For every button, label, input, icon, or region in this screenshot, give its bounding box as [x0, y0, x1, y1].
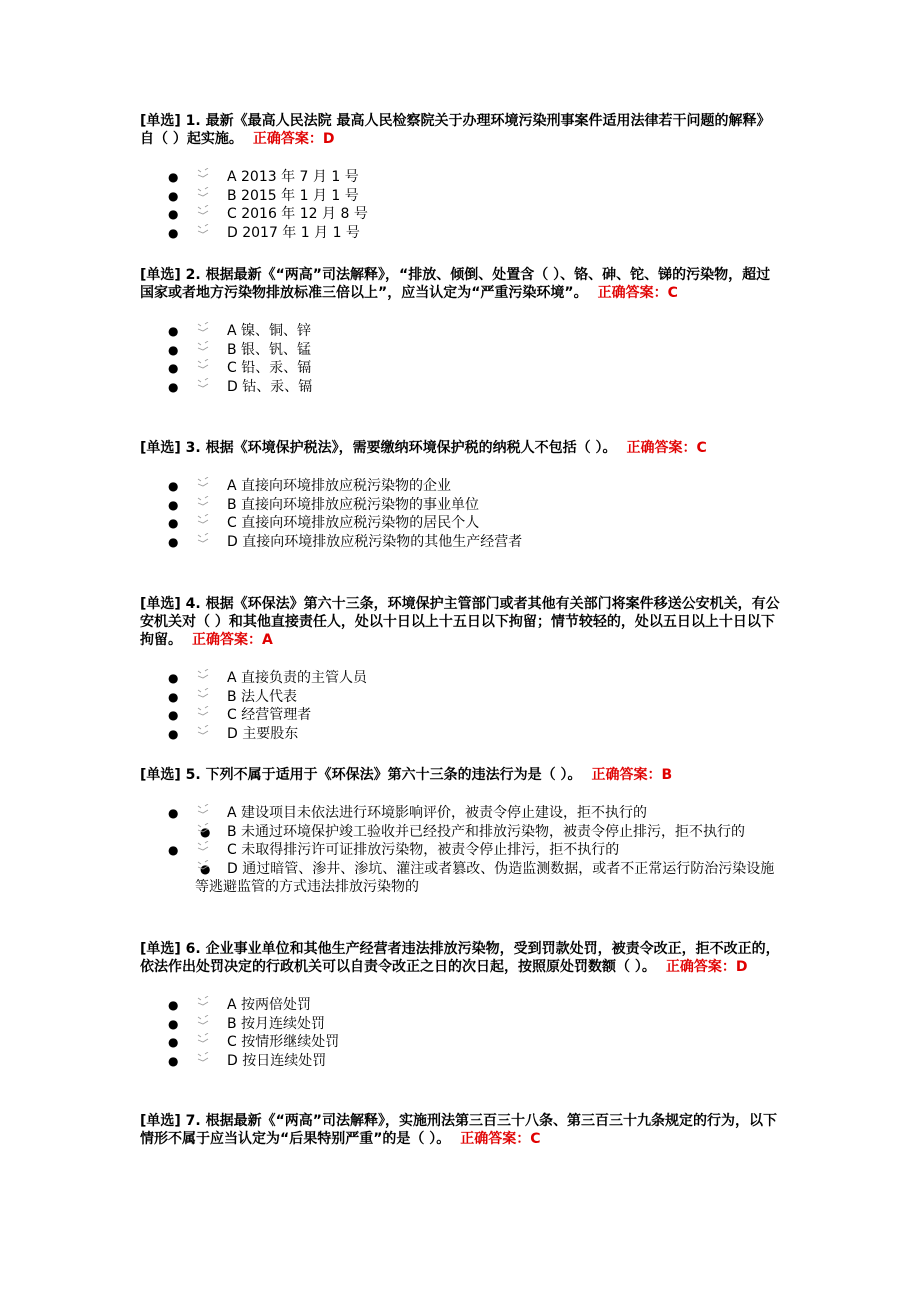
question-number: 6.	[185, 941, 201, 957]
option-label: D 直接向环境排放应税污染物的其他生产经营者	[227, 533, 523, 550]
radio-icon[interactable]	[196, 725, 210, 737]
option-d[interactable]	[140, 378, 780, 397]
option-list	[140, 322, 780, 396]
correct-answer: 正确答案：A	[192, 632, 273, 648]
option-b[interactable]	[140, 341, 780, 360]
radio-icon[interactable]	[196, 706, 210, 718]
option-label: D 钴、汞、镉	[227, 378, 313, 395]
question-text	[140, 766, 780, 784]
bullet-icon: ●	[168, 225, 179, 240]
question-type: [单选]	[140, 1113, 181, 1129]
radio-icon[interactable]	[196, 804, 210, 816]
option-label: B 法人代表	[227, 688, 298, 705]
radio-icon[interactable]	[196, 533, 210, 545]
option-c[interactable]	[140, 514, 780, 533]
question-type: [单选]	[140, 267, 181, 283]
option-label: B 直接向环境排放应税污染物的事业单位	[227, 496, 480, 513]
bullet-icon: ●	[168, 188, 179, 203]
option-d[interactable]	[140, 1052, 780, 1071]
correct-answer: 正确答案：C	[626, 440, 707, 456]
bullet-icon: ●	[200, 824, 211, 839]
question-text	[140, 595, 780, 649]
question-stem: 最新《最高人民法院 最高人民检察院关于办理环境污染刑事案件适用法律若干问题的解释》自（ ）起实施。	[140, 113, 771, 147]
question-1	[140, 112, 780, 242]
bullet-icon: ●	[168, 843, 179, 857]
radio-icon[interactable]	[196, 187, 210, 199]
bullet-icon: ●	[168, 708, 179, 722]
question-stem: 根据《环境保护税法》，需要缴纳环境保护税的纳税人不包括（ ）。	[205, 440, 617, 456]
question-2	[140, 266, 780, 396]
option-list	[140, 669, 780, 743]
option-d[interactable]	[140, 860, 780, 897]
option-label: A 直接向环境排放应税污染物的企业	[227, 478, 452, 494]
question-stem: 根据最新《“两高”司法解释》，实施刑法第三百三十八条、第三百三十九条规定的行为，以下情形不属于应当认定为“后果特别严重”的是（ ）。	[140, 1113, 778, 1147]
question-stem: 企业事业单位和其他生产经营者违法排放污染物，受到罚款处罚，被责令改正，拒不改正的，依法作出处罚决定的行政机关可以自责令改正之日的次日起，按照原处罚数额（ ）。	[140, 941, 780, 975]
option-label: B 2015 年 1 月 1 号	[227, 187, 359, 204]
option-label: A 直接负责的主管人员	[227, 670, 368, 686]
option-a[interactable]	[140, 669, 780, 688]
bullet-icon: ●	[168, 534, 179, 549]
correct-answer: 正确答案：C	[460, 1131, 541, 1147]
option-label: C 2016 年 12 月 8 号	[227, 206, 368, 222]
option-label: C 铅、汞、镉	[227, 360, 312, 376]
option-b[interactable]	[140, 496, 780, 515]
question-6	[140, 940, 780, 1070]
radio-icon[interactable]	[196, 205, 210, 217]
bullet-icon: ●	[168, 516, 179, 530]
bullet-icon: ●	[168, 998, 179, 1012]
question-type: [单选]	[140, 440, 181, 456]
radio-icon[interactable]	[196, 224, 210, 236]
radio-icon[interactable]	[196, 477, 210, 489]
option-a[interactable]	[140, 168, 780, 187]
correct-answer: 正确答案：D	[665, 959, 748, 975]
radio-icon[interactable]	[196, 1052, 210, 1064]
option-list	[140, 168, 780, 242]
option-c[interactable]	[140, 205, 780, 224]
bullet-icon: ●	[168, 671, 179, 685]
question-number: 5.	[185, 767, 201, 783]
option-a[interactable]	[140, 477, 780, 496]
bullet-icon: ●	[168, 726, 179, 741]
option-c[interactable]	[140, 1033, 780, 1052]
question-stem: 下列不属于适用于《环保法》第六十三条的违法行为是（ ）。	[205, 767, 582, 783]
option-label: B 未通过环境保护竣工验收并已经投产和排放污染物，被责令停止排污，拒不执行的	[227, 823, 746, 840]
option-d[interactable]	[140, 224, 780, 243]
correct-answer: 正确答案：D	[252, 131, 335, 147]
bullet-icon: ●	[168, 361, 179, 375]
option-label: D 通过暗管、渗井、渗坑、灌注或者篡改、伪造监测数据，或者不正常运行防治污染设施等逃避监管的方式违法排放污染物的	[195, 860, 775, 895]
option-label: C 经营管理者	[227, 707, 312, 723]
option-b[interactable]	[140, 1015, 780, 1034]
option-b[interactable]	[140, 187, 780, 206]
question-type: [单选]	[140, 596, 181, 612]
correct-answer: 正确答案：B	[591, 767, 673, 783]
bullet-icon: ●	[168, 1053, 179, 1068]
question-5	[140, 766, 780, 897]
option-label: A 按两倍处罚	[227, 997, 312, 1013]
bullet-icon: ●	[168, 379, 179, 394]
radio-icon[interactable]	[196, 823, 210, 835]
option-list	[140, 996, 780, 1070]
option-d[interactable]	[140, 533, 780, 552]
question-type: [单选]	[140, 767, 181, 783]
bullet-icon: ●	[168, 1035, 179, 1049]
question-text	[140, 266, 780, 302]
option-label: A 建设项目未依法进行环境影响评价，被责令停止建设，拒不执行的	[227, 805, 648, 821]
question-4	[140, 595, 780, 743]
option-label: B 按月连续处罚	[227, 1015, 326, 1032]
option-b[interactable]	[140, 688, 780, 707]
question-stem: 根据最新《“两高”司法解释》，“排放、倾倒、处置含（ ）、铬、砷、铊、锑的污染物，超过国家或者地方污染物排放标准三倍以上”，应当认定为“严重污染环境”。	[140, 267, 771, 301]
correct-answer: 正确答案：C	[597, 285, 678, 301]
question-number: 2.	[185, 267, 201, 283]
option-label: B 银、钒、锰	[227, 341, 312, 358]
radio-icon[interactable]	[196, 688, 210, 700]
bullet-icon: ●	[168, 207, 179, 221]
radio-icon[interactable]	[196, 496, 210, 508]
question-type: [单选]	[140, 941, 181, 957]
question-text	[140, 940, 780, 976]
radio-icon[interactable]	[196, 322, 210, 334]
question-type: [单选]	[140, 113, 181, 129]
option-label: A 2013 年 7 月 1 号	[227, 169, 359, 185]
option-label: C 未取得排污许可证排放污染物，被责令停止排污，拒不执行的	[227, 842, 620, 858]
option-a[interactable]	[140, 804, 780, 823]
option-list	[140, 477, 780, 551]
radio-icon[interactable]	[196, 996, 210, 1008]
bullet-icon: ●	[168, 689, 179, 704]
radio-icon[interactable]	[196, 669, 210, 681]
option-b[interactable]	[140, 823, 780, 842]
option-c[interactable]	[140, 359, 780, 378]
bullet-icon: ●	[200, 861, 211, 876]
option-d[interactable]	[140, 725, 780, 744]
radio-icon[interactable]	[196, 514, 210, 526]
question-3	[140, 439, 780, 551]
bullet-icon: ●	[168, 806, 179, 820]
radio-icon[interactable]	[196, 841, 210, 853]
option-label: D 按日连续处罚	[227, 1052, 327, 1069]
question-text	[140, 112, 780, 148]
question-7	[140, 1112, 780, 1148]
radio-icon[interactable]	[196, 359, 210, 371]
radio-icon[interactable]	[196, 1033, 210, 1045]
bullet-icon: ●	[168, 170, 179, 184]
question-number: 3.	[185, 440, 201, 456]
option-a[interactable]	[140, 322, 780, 341]
option-list	[140, 804, 780, 897]
option-label: C 直接向环境排放应税污染物的居民个人	[227, 515, 480, 531]
question-text	[140, 1112, 780, 1148]
option-label: C 按情形继续处罚	[227, 1034, 340, 1050]
question-text	[140, 439, 780, 457]
option-c[interactable]	[140, 706, 780, 725]
option-a[interactable]	[140, 996, 780, 1015]
radio-icon[interactable]	[196, 378, 210, 390]
radio-icon[interactable]	[196, 860, 210, 872]
option-c[interactable]	[140, 841, 780, 860]
question-number: 4.	[185, 596, 201, 612]
question-number: 7.	[185, 1113, 201, 1129]
radio-icon[interactable]	[196, 341, 210, 353]
option-label: D 主要股东	[227, 725, 299, 742]
bullet-icon: ●	[168, 342, 179, 357]
question-number: 1.	[185, 113, 201, 129]
bullet-icon: ●	[168, 479, 179, 493]
bullet-icon: ●	[168, 1016, 179, 1031]
bullet-icon: ●	[168, 497, 179, 512]
question-stem: 根据《环保法》第六十三条，环境保护主管部门或者其他有关部门将案件移送公安机关，有公安机关对（ ）和其他直接责任人，处以十日以上十五日以下拘留；情节较轻的，处以五日以上十日以下拘留。	[140, 596, 780, 648]
radio-icon[interactable]	[196, 1015, 210, 1027]
option-label: D 2017 年 1 月 1 号	[227, 224, 360, 241]
bullet-icon: ●	[168, 324, 179, 338]
radio-icon[interactable]	[196, 168, 210, 180]
option-label: A 镍、铜、锌	[227, 323, 312, 339]
